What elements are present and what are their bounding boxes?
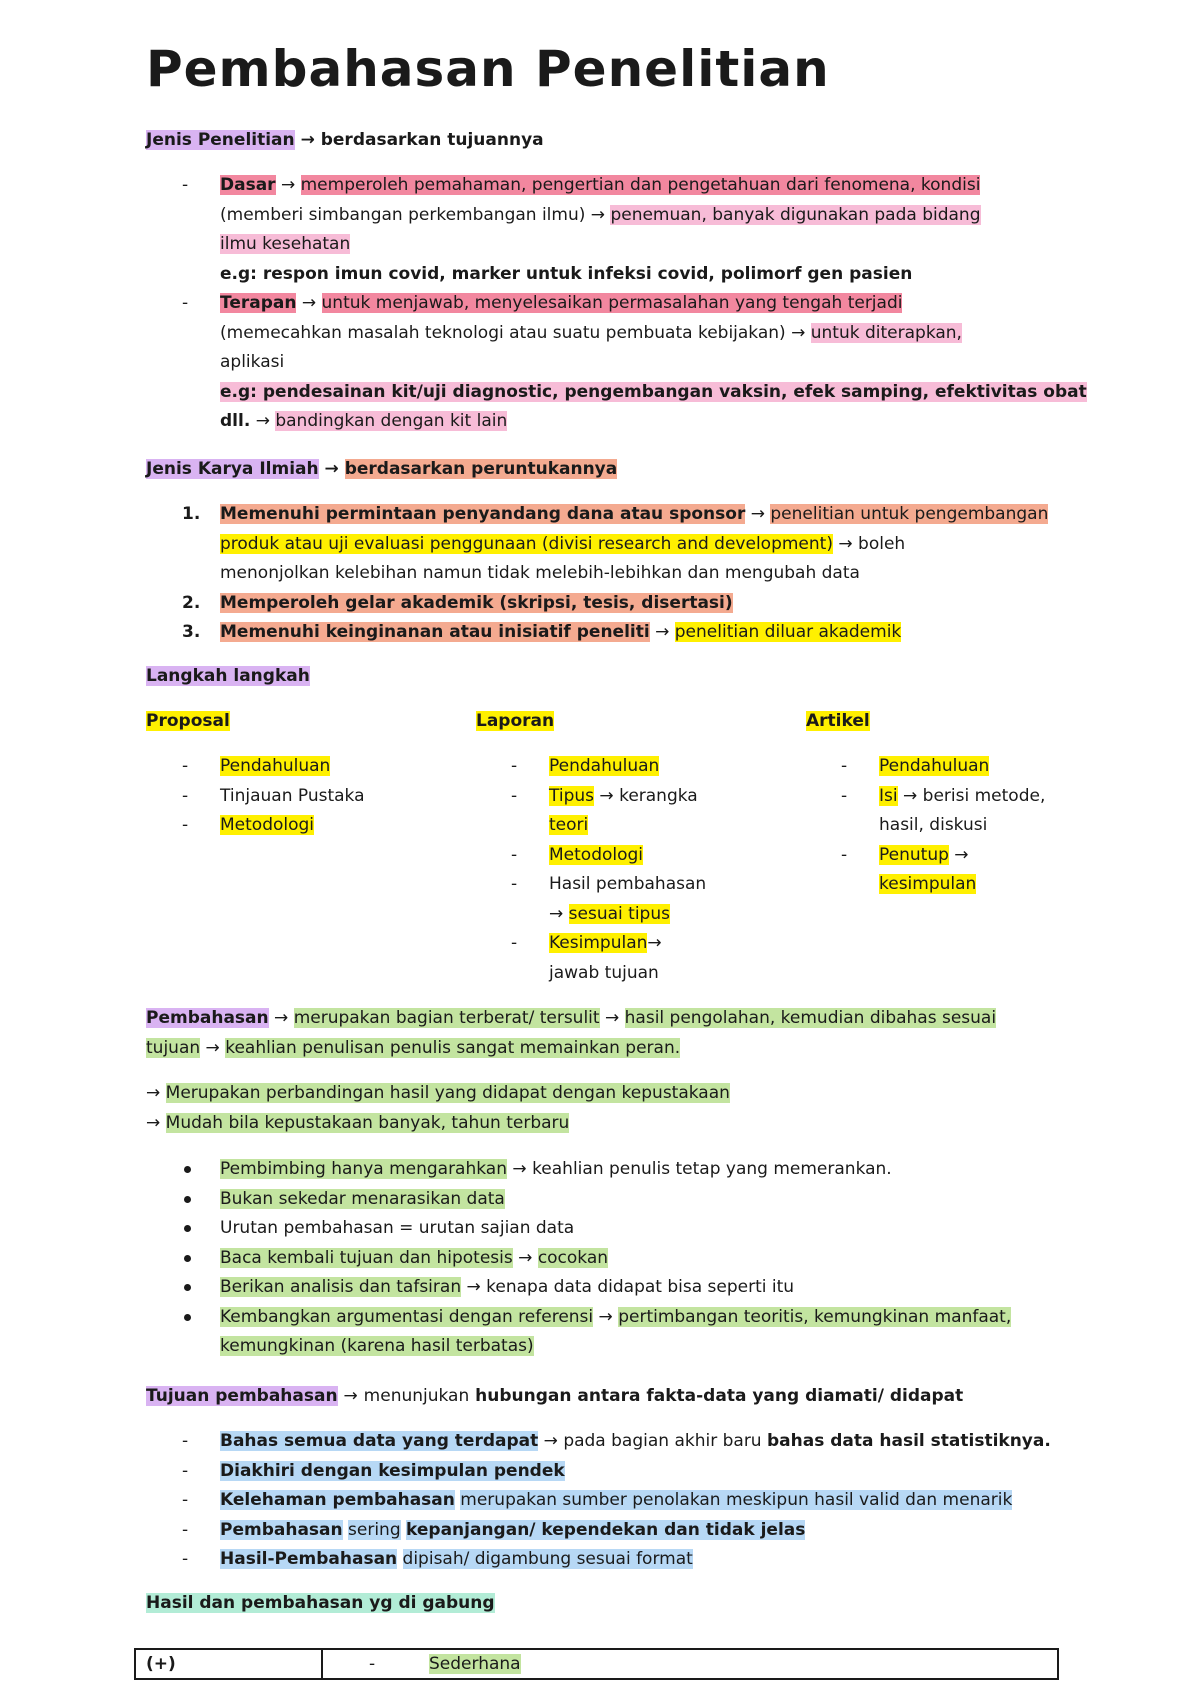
dash-marker: - — [511, 874, 518, 894]
item-text: Tinjauan Pustaka — [220, 785, 365, 806]
item-text: Pembimbing hanya mengarahkan — [220, 1159, 507, 1179]
list-item-line — [879, 870, 1099, 900]
list-item — [511, 929, 799, 959]
arrow-icon: → — [604, 1008, 620, 1028]
arrow-icon: → — [838, 533, 853, 554]
cell-text: Sederhana — [429, 1654, 521, 1674]
list-item — [182, 782, 450, 812]
arrow-icon: → — [300, 130, 315, 150]
section-tujuan — [146, 1386, 963, 1406]
list-item — [182, 752, 450, 782]
list-item — [220, 1155, 1100, 1185]
list-item — [182, 1516, 1100, 1546]
item-text: Metodologi — [220, 815, 315, 835]
dash-marker: - — [182, 1519, 189, 1540]
list-item-line — [220, 319, 1080, 349]
item-text: (memecahkan masalah teknologi atau suatu pembuata kebijakan) — [220, 322, 786, 343]
heading-label: Proposal — [146, 711, 230, 731]
list-item — [182, 1427, 1100, 1457]
item-label: Dasar — [220, 175, 276, 195]
list-item — [511, 752, 799, 782]
item-text: boleh — [858, 533, 906, 554]
list-item — [841, 841, 1099, 871]
list-item-line — [220, 559, 1080, 589]
list-item — [220, 1214, 1100, 1244]
item-text: penemuan, banyak digunakan pada bidang — [610, 204, 981, 225]
arrow-icon: → — [599, 785, 614, 806]
list-item-line — [220, 201, 1080, 231]
heading-label: Pembahasan — [146, 1008, 269, 1028]
bullet-marker — [184, 1225, 191, 1232]
item-text: Metodologi — [549, 844, 644, 865]
list-item — [220, 1273, 1100, 1303]
item-text: sering — [348, 1519, 401, 1540]
item-text: kenapa data didapat bisa seperti itu — [486, 1277, 795, 1297]
heading-rest: berdasarkan tujuannya — [320, 130, 544, 150]
heading-rest: menunjukan — [363, 1386, 470, 1406]
arrow-icon: → — [280, 175, 296, 195]
item-text: Kelehaman pembahasan — [220, 1490, 455, 1510]
arrow-icon: → — [598, 1306, 613, 1327]
table-cell — [135, 1649, 322, 1679]
list-item — [511, 782, 799, 812]
paragraph-text: merupakan bagian terberat/ tersulit — [293, 1008, 600, 1028]
paragraph-line — [146, 1034, 1106, 1064]
item-text: Pembahasan — [220, 1519, 343, 1540]
pembahasan-intro — [146, 1004, 1106, 1063]
item-text: teori — [549, 815, 589, 835]
paragraph-text: keahlian penulisan penulis sangat memainkan peran. — [225, 1037, 681, 1058]
arrow-icon: → — [512, 1159, 527, 1179]
arrow-icon: → — [549, 903, 564, 924]
arrow-icon: → — [543, 1431, 558, 1451]
arrow-icon: → — [518, 1247, 533, 1268]
paragraph-text: Merupakan perbandingan hasil yang didapat dengan kepustakaan — [165, 1083, 730, 1103]
jenis-penelitian-list — [182, 171, 1087, 437]
page-title: Pembahasan Penelitian — [146, 40, 830, 98]
item-text: sesuai tipus — [568, 903, 670, 924]
comparison-table — [134, 1648, 1059, 1680]
paragraph-text: tujuan — [146, 1037, 201, 1058]
dash-marker: - — [841, 844, 848, 865]
item-number: 3. — [182, 622, 201, 642]
list-item — [182, 289, 1080, 319]
bullet-marker — [184, 1314, 191, 1321]
list-item-line — [879, 811, 1099, 841]
item-text: kerangka — [619, 785, 698, 806]
list-item — [182, 171, 1080, 201]
item-text: Tipus — [549, 785, 595, 806]
dash-marker: - — [182, 175, 189, 195]
dash-marker: - — [511, 844, 518, 865]
item-text: kepanjangan/ kependekan dan tidak jelas — [406, 1519, 806, 1540]
dash-marker: - — [182, 1431, 189, 1451]
example-text: e.g: pendesainan kit/uji diagnostic, pengembangan vaksin, efek samping, efektivitas obat — [220, 381, 1087, 402]
arrow-icon: → — [647, 933, 662, 953]
example-text: e.g: respon imun covid, marker untuk infeksi covid, polimorf gen pasien — [220, 263, 913, 284]
jenis-karya-list — [182, 500, 1080, 648]
list-item — [182, 811, 450, 841]
arrow-icon: → — [324, 459, 339, 479]
list-item — [220, 1244, 1100, 1274]
example-text: dll. — [220, 411, 251, 431]
list-item — [511, 841, 799, 871]
arrow-icon: → — [255, 411, 270, 431]
item-number: 2. — [182, 592, 201, 613]
heading-rest: berdasarkan peruntukannya — [344, 459, 618, 479]
cell-text: (+) — [146, 1654, 176, 1674]
list-item — [182, 500, 1080, 530]
item-text: Kembangkan argumentasi dengan referensi — [220, 1306, 594, 1327]
bullet-marker — [184, 1196, 191, 1203]
item-text: bahas data hasil statistiknya. — [766, 1431, 1051, 1451]
paragraph-text: hasil pengolahan, kemudian dibahas sesuai — [624, 1008, 997, 1028]
heading-label: Tujuan pembahasan — [146, 1386, 338, 1406]
dash-marker: - — [182, 293, 189, 313]
item-text: Bahas semua data yang terdapat — [220, 1431, 539, 1451]
arrow-icon: → — [146, 1112, 161, 1133]
list-item — [182, 589, 1080, 619]
item-text: Hasil-Pembahasan — [220, 1549, 398, 1569]
paragraph-text: Mudah bila kepustakaan banyak, tahun terbaru — [165, 1112, 570, 1133]
column-heading-proposal — [146, 711, 230, 731]
section-jenis-penelitian — [146, 130, 544, 150]
table-cell — [322, 1649, 1058, 1679]
item-text: kesimpulan — [879, 874, 977, 894]
item-text: Bukan sekedar menarasikan data — [220, 1188, 505, 1209]
dash-marker: - — [182, 785, 189, 806]
artikel-list — [841, 752, 1099, 900]
laporan-list — [511, 752, 799, 988]
dash-marker: - — [182, 815, 189, 835]
arrow-line — [146, 1079, 1106, 1109]
item-text: Penutup — [879, 844, 949, 865]
item-label: Terapan — [220, 293, 297, 313]
arrow-icon: → — [791, 322, 806, 343]
arrow-line — [146, 1109, 1106, 1139]
list-item-line — [549, 959, 799, 989]
item-text: hasil, diskusi — [879, 815, 988, 835]
bullet-marker — [184, 1255, 191, 1262]
item-text: untuk menjawab, menyelesaikan permasalahan yang tengah terjadi — [321, 293, 903, 313]
list-item — [182, 1486, 1100, 1516]
list-item — [220, 1303, 1100, 1333]
bullet-marker — [184, 1284, 191, 1291]
dash-marker: - — [182, 1490, 189, 1510]
arrow-icon: → — [274, 1008, 289, 1028]
dash-marker: - — [369, 1654, 376, 1674]
item-text: Hasil pembahasan — [549, 874, 707, 894]
arrow-icon: → — [655, 622, 670, 642]
arrow-icon: → — [146, 1083, 161, 1103]
column-heading-laporan — [476, 711, 554, 731]
dash-marker: - — [841, 756, 848, 776]
list-item-line — [220, 530, 1080, 560]
heading-label: Laporan — [476, 711, 555, 731]
list-item — [841, 782, 1099, 812]
dash-marker: - — [182, 1460, 189, 1481]
heading-label: Langkah langkah — [146, 666, 310, 686]
item-text: produk atau uji evaluasi penggunaan (divisi research and development) — [220, 533, 833, 554]
item-text: Urutan pembahasan = urutan sajian data — [220, 1218, 575, 1238]
item-text: Pendahuluan — [549, 756, 660, 776]
example-text: bandingkan dengan kit lain — [275, 411, 508, 431]
bullet-marker — [184, 1166, 191, 1173]
item-text: Isi — [879, 785, 898, 806]
arrow-icon: → — [903, 785, 918, 806]
item-text: cocokan — [537, 1247, 609, 1268]
item-text: penelitian diluar akademik — [674, 622, 902, 642]
item-text: Memperoleh gelar akademik (skripsi, tesis, disertasi) — [220, 592, 733, 613]
item-text: keahlian penulis tetap yang memerankan. — [532, 1159, 892, 1179]
section-jenis-karya — [146, 459, 617, 479]
list-item-line — [220, 348, 1080, 378]
heading-label: Hasil dan pembahasan yg di gabung — [146, 1593, 495, 1613]
arrow-icon: → — [590, 204, 606, 225]
arrow-icon: → — [343, 1386, 358, 1406]
item-text: (memberi simbangan perkembangan ilmu) — [220, 204, 586, 225]
pembahasan-bullets — [220, 1155, 1100, 1362]
heading-rest: hubungan antara fakta-data yang diamati/ didapat — [475, 1386, 964, 1406]
section-langkah — [146, 666, 310, 686]
item-text: Berikan analisis dan tafsiran — [220, 1277, 462, 1297]
arrow-icon: → — [301, 293, 317, 313]
item-text: memperoleh pemahaman, pengertian dan pengetahuan dari fenomena, kondisi — [300, 175, 981, 195]
dash-marker: - — [511, 933, 518, 953]
dash-marker: - — [182, 1549, 189, 1569]
list-item — [182, 1457, 1100, 1487]
item-text: Memenuhi keinginanan atau inisiatif peneliti — [220, 622, 650, 642]
list-item — [511, 870, 799, 900]
item-text: menonjolkan kelebihan namun tidak melebih-lebihkan dan mengubah data — [220, 563, 860, 583]
item-text: ilmu kesehatan — [220, 234, 351, 254]
list-item-line — [549, 900, 799, 930]
list-item — [220, 1185, 1100, 1215]
arrow-icon: → — [954, 844, 969, 865]
dash-marker: - — [511, 756, 518, 776]
proposal-list — [182, 752, 450, 841]
heading-label: Jenis Karya Ilmiah — [146, 459, 319, 479]
item-text: aplikasi — [220, 352, 285, 372]
column-heading-artikel — [806, 711, 870, 731]
item-text: kemungkinan (karena hasil terbatas) — [220, 1336, 534, 1356]
list-item-line — [220, 1332, 1100, 1362]
item-text: Kesimpulan — [549, 933, 648, 953]
tujuan-list — [182, 1427, 1100, 1575]
item-text: Pendahuluan — [879, 756, 990, 776]
list-item-line — [549, 811, 799, 841]
item-text: untuk diterapkan, — [810, 322, 962, 343]
arrow-icon: → — [205, 1037, 220, 1058]
item-text: Pendahuluan — [220, 756, 331, 776]
list-item — [841, 752, 1099, 782]
heading-label: Artikel — [806, 711, 870, 731]
item-text: merupakan sumber penolakan meskipun hasil valid dan menarik — [460, 1490, 1013, 1510]
arrow-icon: → — [466, 1277, 481, 1297]
item-text: jawab tujuan — [549, 962, 659, 983]
item-text: Memenuhi permintaan penyandang dana atau sponsor — [220, 504, 746, 524]
list-item-line — [220, 230, 1080, 260]
item-text: pertimbangan teoritis, kemungkinan manfaat, — [618, 1306, 1012, 1327]
section-gabung — [146, 1593, 495, 1613]
list-item — [182, 618, 1080, 648]
table-row — [135, 1649, 1058, 1679]
item-text: Baca kembali tujuan dan hipotesis — [220, 1247, 513, 1268]
item-text: berisi metode, — [922, 785, 1046, 806]
dash-marker: - — [841, 785, 848, 806]
item-text: pada bagian akhir baru — [563, 1431, 762, 1451]
example-line — [220, 260, 1080, 290]
item-text: Diakhiri dengan kesimpulan pendek — [220, 1460, 565, 1481]
example-line — [220, 407, 1080, 437]
dash-marker: - — [182, 756, 189, 776]
arrow-icon: → — [750, 504, 765, 524]
item-text: penelitian untuk pengembangan — [770, 504, 1049, 524]
item-number: 1. — [182, 504, 201, 524]
heading-label: Jenis Penelitian — [146, 130, 295, 150]
dash-marker: - — [511, 785, 518, 806]
example-line — [220, 378, 1087, 408]
paragraph-line — [146, 1004, 1106, 1034]
pembahasan-arrows — [146, 1079, 1106, 1138]
list-item — [182, 1545, 1100, 1575]
item-text: dipisah/ digambung sesuai format — [402, 1549, 693, 1569]
